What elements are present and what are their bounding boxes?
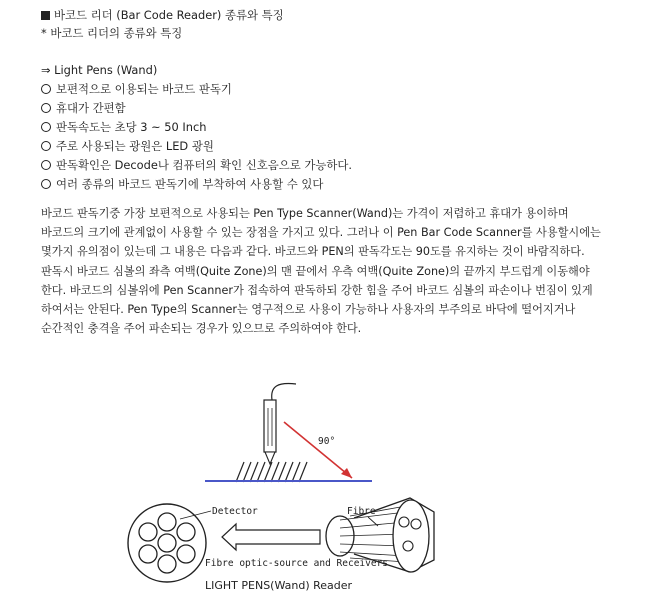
detector-label: Detector [212,506,258,517]
diagram-caption: LIGHT PENS(Wand) Reader [205,579,353,592]
angle-label: 90° [318,436,336,447]
fibre-label: Fibre [347,506,376,517]
section-heading: ⇒ Light Pens (Wand) [41,63,158,77]
paragraph-line: 몇가지 유의점이 있는데 그 내용은 다음과 같다. 바코드와 PEN의 판독각도는 90도를 유지하는 것이 바람직하다. [41,245,585,259]
feature-item: 주로 사용되는 광원은 LED 광원 [41,137,214,156]
feature-item: 판독속도는 초당 3 ~ 50 Inch [41,118,206,137]
feature-item: 여러 종류의 바코드 판독기에 부착하여 사용할 수 있다 [41,175,323,194]
document-subtitle: * 바코드 리더의 종류와 특징 [41,26,183,40]
paragraph-line: 바코드의 크기에 관계없이 사용할 수 있는 장점을 가지고 있다. 그러나 이 Pen Bar Code Scanner를 사용할시에는 [41,226,601,240]
fibre-source-label: Fibre optic-source and Receivers [205,558,389,569]
angle-arrow [284,422,352,478]
paragraph-line: 판독시 바코드 심볼의 좌측 여백(Quite Zone)의 맨 끝에서 우측 여백(Quite Zone)의 끝까지 부드럽게 이동해야 [41,264,590,278]
feature-item: 판독확인은 Decode나 컴퓨터의 확인 신호음으로 가능하다. [41,156,352,175]
paragraph-line: 바코드 판독기중 가장 보편적으로 사용되는 Pen Type Scanner(Wand)는 가격이 저렴하고 휴대가 용이하며 [41,207,569,220]
hollow-left-arrow [222,524,320,550]
pen-cable [272,384,296,400]
pen-tip [265,452,275,464]
paragraph-line: 한다. 바코드의 심볼위에 Pen Scanner가 접속하여 판독하되 강한 힘을 주어 바코드 심볼의 파손이나 번짐이 있게 [41,283,593,297]
paragraph-line: 순간적인 충격을 주어 파손되는 경우가 있으므로 주의하여야 한다. [41,322,362,336]
document-title: 바코드 리더 (Bar Code Reader) 종류와 특징 [41,6,284,25]
barcode-symbol [236,462,307,482]
paragraph-line: 하여서는 안된다. Pen Type의 Scanner는 영구적으로 사용이 가능하나 사용자의 부주의로 바닥에 떨어지거나 [41,303,576,317]
pen-body [264,400,276,452]
feature-item: 보편적으로 이용되는 바코드 판독기 [41,80,232,99]
feature-item: 휴대가 간편함 [41,99,126,118]
scanner-head-face [393,500,429,572]
